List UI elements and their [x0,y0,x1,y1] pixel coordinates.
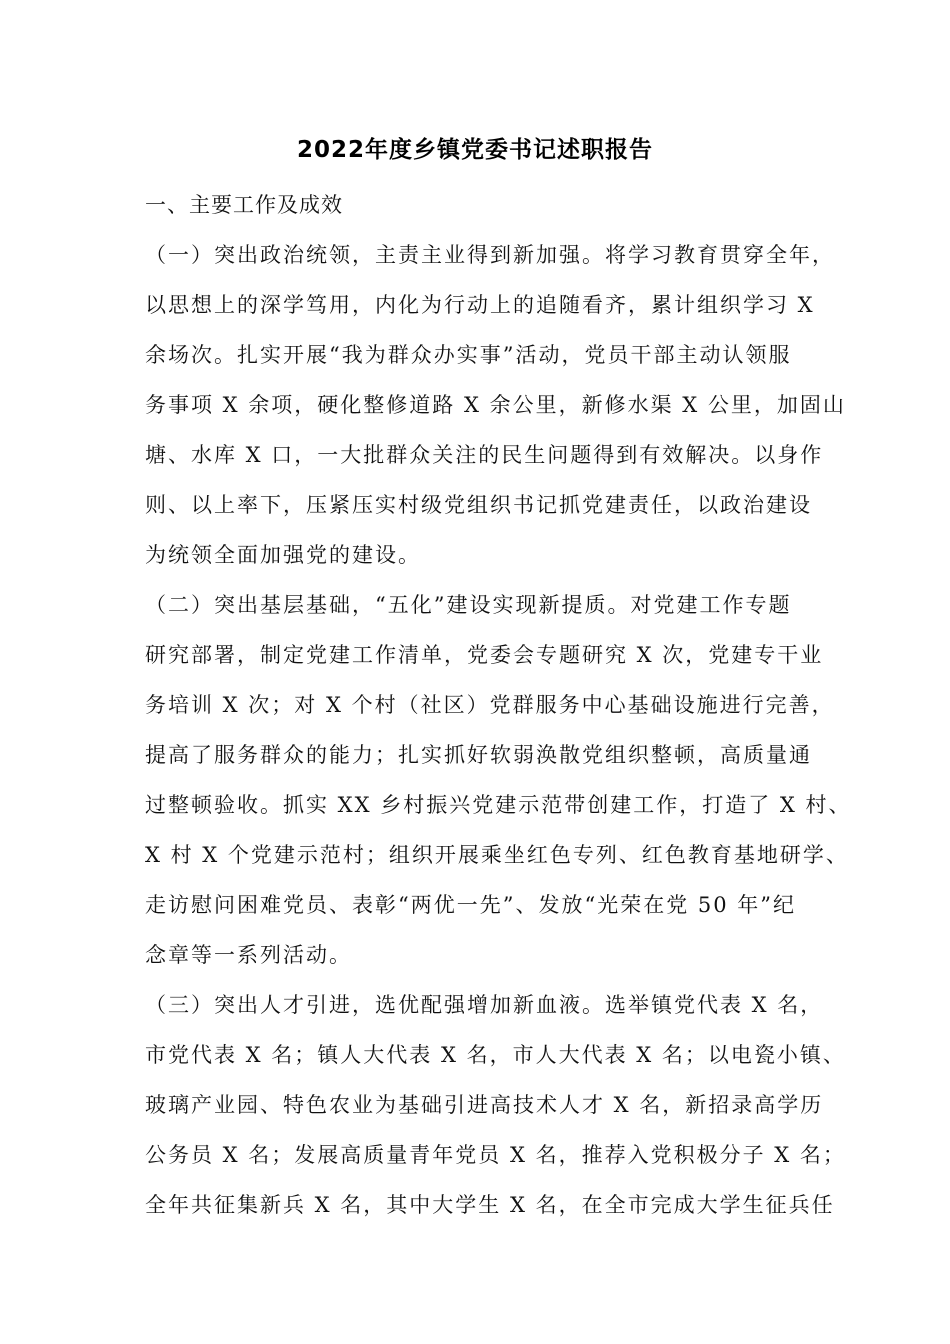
document-body [145,180,852,1230]
paragraph-line: 务事项 X 余项，硬化整修道路 X 余公里，新修水渠 X 公里，加固山 [145,393,846,417]
paragraph-line: 余场次。扎实开展“我为群众办实事”活动，党员干部主动认领服 [145,343,792,367]
paragraph-1 [145,230,846,580]
document-title: 2022年度乡镇党委书记述职报告 [296,137,653,163]
paragraph-line: 玻璃产业园、特色农业为基础引进高技术人才 X 名，新招录高学历 [145,1093,824,1117]
paragraph-line: 市党代表 X 名；镇人大代表 X 名，市人大代表 X 名；以电瓷小镇、 [145,1043,846,1067]
paragraph-line: 过整顿验收。抓实 XX 乡村振兴党建示范带创建工作，打造了 X 村、 [145,793,852,817]
paragraph-2 [145,580,852,980]
paragraph-line: （一）突出政治统领，主责主业得到新加强。将学习教育贯穿全年， [145,243,835,267]
paragraph-line: 公务员 X 名；发展高质量青年党员 X 名，推荐入党积极分子 X 名； [145,1143,846,1167]
paragraph-line: 务培训 X 次；对 X 个村（社区）党群服务中心基础设施进行完善， [145,693,835,717]
paragraph-line: 为统领全面加强党的建设。 [145,543,421,567]
paragraph-3 [145,980,846,1230]
paragraph-line: 全年共征集新兵 X 名，其中大学生 X 名，在全市完成大学生征兵任 [145,1193,835,1217]
paragraph-line: 则、以上率下，压紧压实村级党组织书记抓党建责任，以政治建设 [145,493,812,517]
paragraph-line: X 村 X 个党建示范村；组织开展乘坐红色专列、红色教育基地研学、 [145,843,849,867]
paragraph-line: 念章等一系列活动。 [145,943,352,967]
paragraph-line: （二）突出基层基础，“五化”建设实现新提质。对党建工作专题 [145,593,792,617]
paragraph-line: 以思想上的深学笃用，内化为行动上的追随看齐，累计组织学习 X [145,293,815,317]
paragraph-line: 塘、水库 X 口，一大批群众关注的民生问题得到有效解决。以身作 [145,443,824,467]
paragraph-line: 走访慰问困难党员、表彰“两优一先”、发放“光荣在党 50 年”纪 [145,893,797,917]
paragraph-line: 提高了服务群众的能力；扎实抓好软弱涣散党组织整顿，高质量通 [145,743,812,767]
paragraph-line: （三）突出人才引进，选优配强增加新血液。选举镇党代表 X 名， [145,993,824,1017]
paragraph-line: 研究部署，制定党建工作清单，党委会专题研究 X 次，党建专干业 [145,643,824,667]
section-heading: 一、主要工作及成效 [145,193,343,217]
